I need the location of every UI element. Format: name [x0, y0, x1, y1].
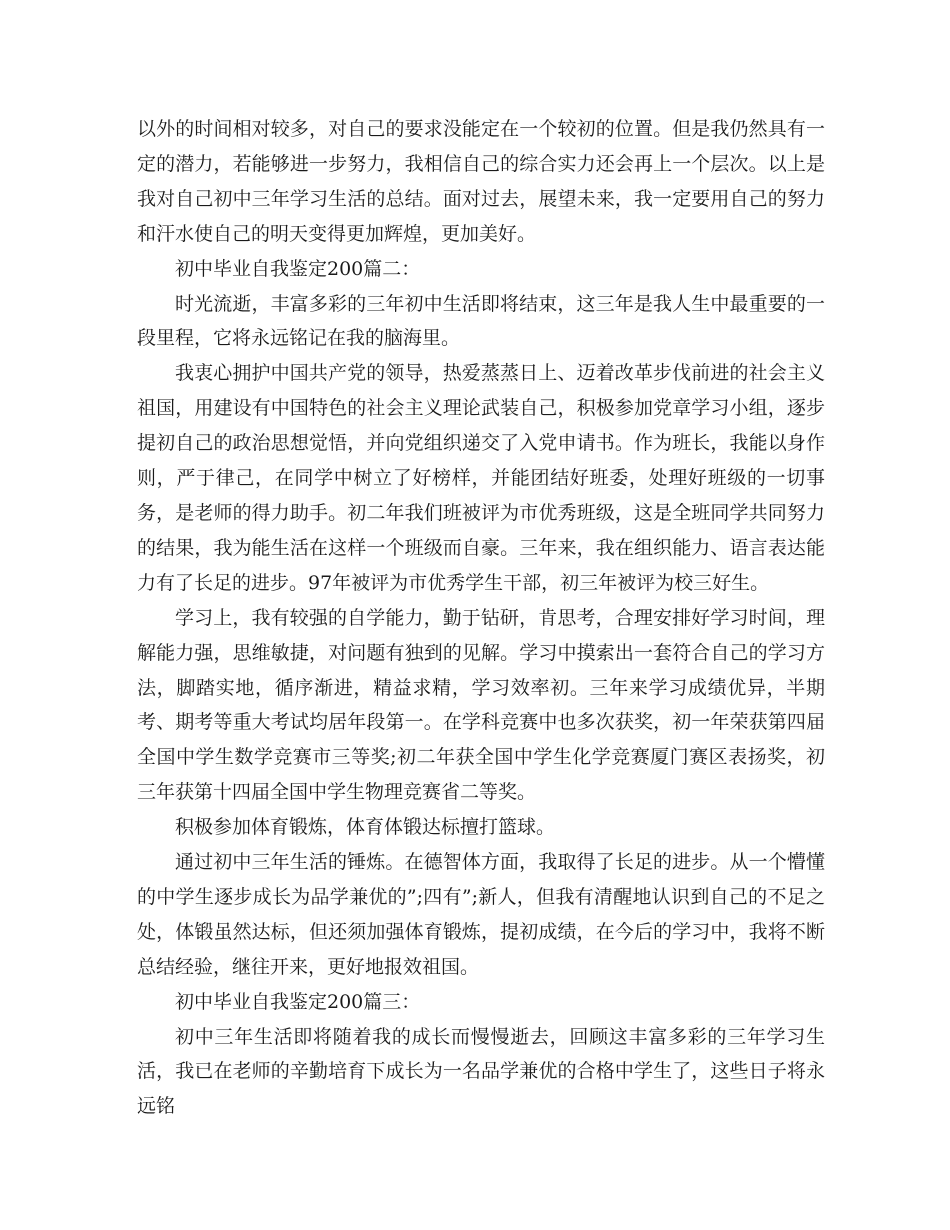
section-heading-part-two: 初中毕业自我鉴定200篇二：: [175, 257, 421, 280]
paragraph: 初中三年生活即将随着我的成长而慢慢逝去，回顾这丰富多彩的三年学习生活，我已在老师的辛勤培育下成长为一名品学兼优的合格中学生了，这些日子将永远铭: [137, 1025, 825, 1118]
paragraph: 通过初中三年生活的锤炼。在德智体方面，我取得了长足的进步。从一个懵懂的中学生逐步成长为品学兼优的”;四有”;新人，但我有清醒地认识到自己的不足之处，体锻虽然达标，但还须加强体育锻炼，提初成绩，在今后的学习中，我将不断总结经验，继往开来，更好地报效祖国。: [137, 851, 825, 978]
section-heading-part-three: 初中毕业自我鉴定200篇三：: [175, 990, 421, 1013]
paragraph: 时光流逝，丰富多彩的三年初中生活即将结束，这三年是我人生中最重要的一段里程，它将永远铭记在我的脑海里。: [137, 292, 825, 350]
paragraph: 我衷心拥护中国共产党的领导，热爱蒸蒸日上、迈着改革步伐前进的社会主义祖国，用建设有中国特色的社会主义理论武装自己，积极参加党章学习小组，逐步提初自己的政治思想觉悟，并向党组织递交了入党申请书。作为班长，我能以身作则，严于律己，在同学中树立了好榜样，并能团结好班委，处理好班级的一切事务，是老师的得力助手。初二年我们班被评为市优秀班级，这是全班同学共同努力的结果，我为能生活在这样一个班级而自豪。三年来，我在组织能力、语言表达能力有了长足的进步。97年被评为市优秀学生干部，初三年被评为校三好生。: [137, 362, 825, 594]
document-body: [137, 112, 825, 1124]
paragraph: 学习上，我有较强的自学能力，勤于钻研，肯思考，合理安排好学习时间，理解能力强，思维敏捷，对问题有独到的见解。学习中摸索出一套符合自己的学习方法，脚踏实地，循序渐进，精益求精，学习效率初。三年来学习成绩优异，半期考、期考等重大考试均居年段第一。在学科竞赛中也多次获奖，初一年荣获第四届全国中学生数学竞赛市三等奖;初二年获全国中学生化学竞赛厦门赛区表扬奖，初三年获第十四届全国中学生物理竞赛省二等奖。: [137, 606, 825, 804]
paragraph-continuation: 以外的时间相对较多，对自己的要求没能定在一个较初的位置。但是我仍然具有一定的潜力，若能够进一步努力，我相信自己的综合实力还会再上一个层次。以上是我对自己初中三年学习生活的总结。面对过去，展望未来，我一定要用自己的努力和汗水使自己的明天变得更加辉煌，更加美好。: [137, 118, 825, 245]
paragraph: 积极参加体育锻炼，体育体锻达标擅打篮球。: [175, 816, 556, 839]
